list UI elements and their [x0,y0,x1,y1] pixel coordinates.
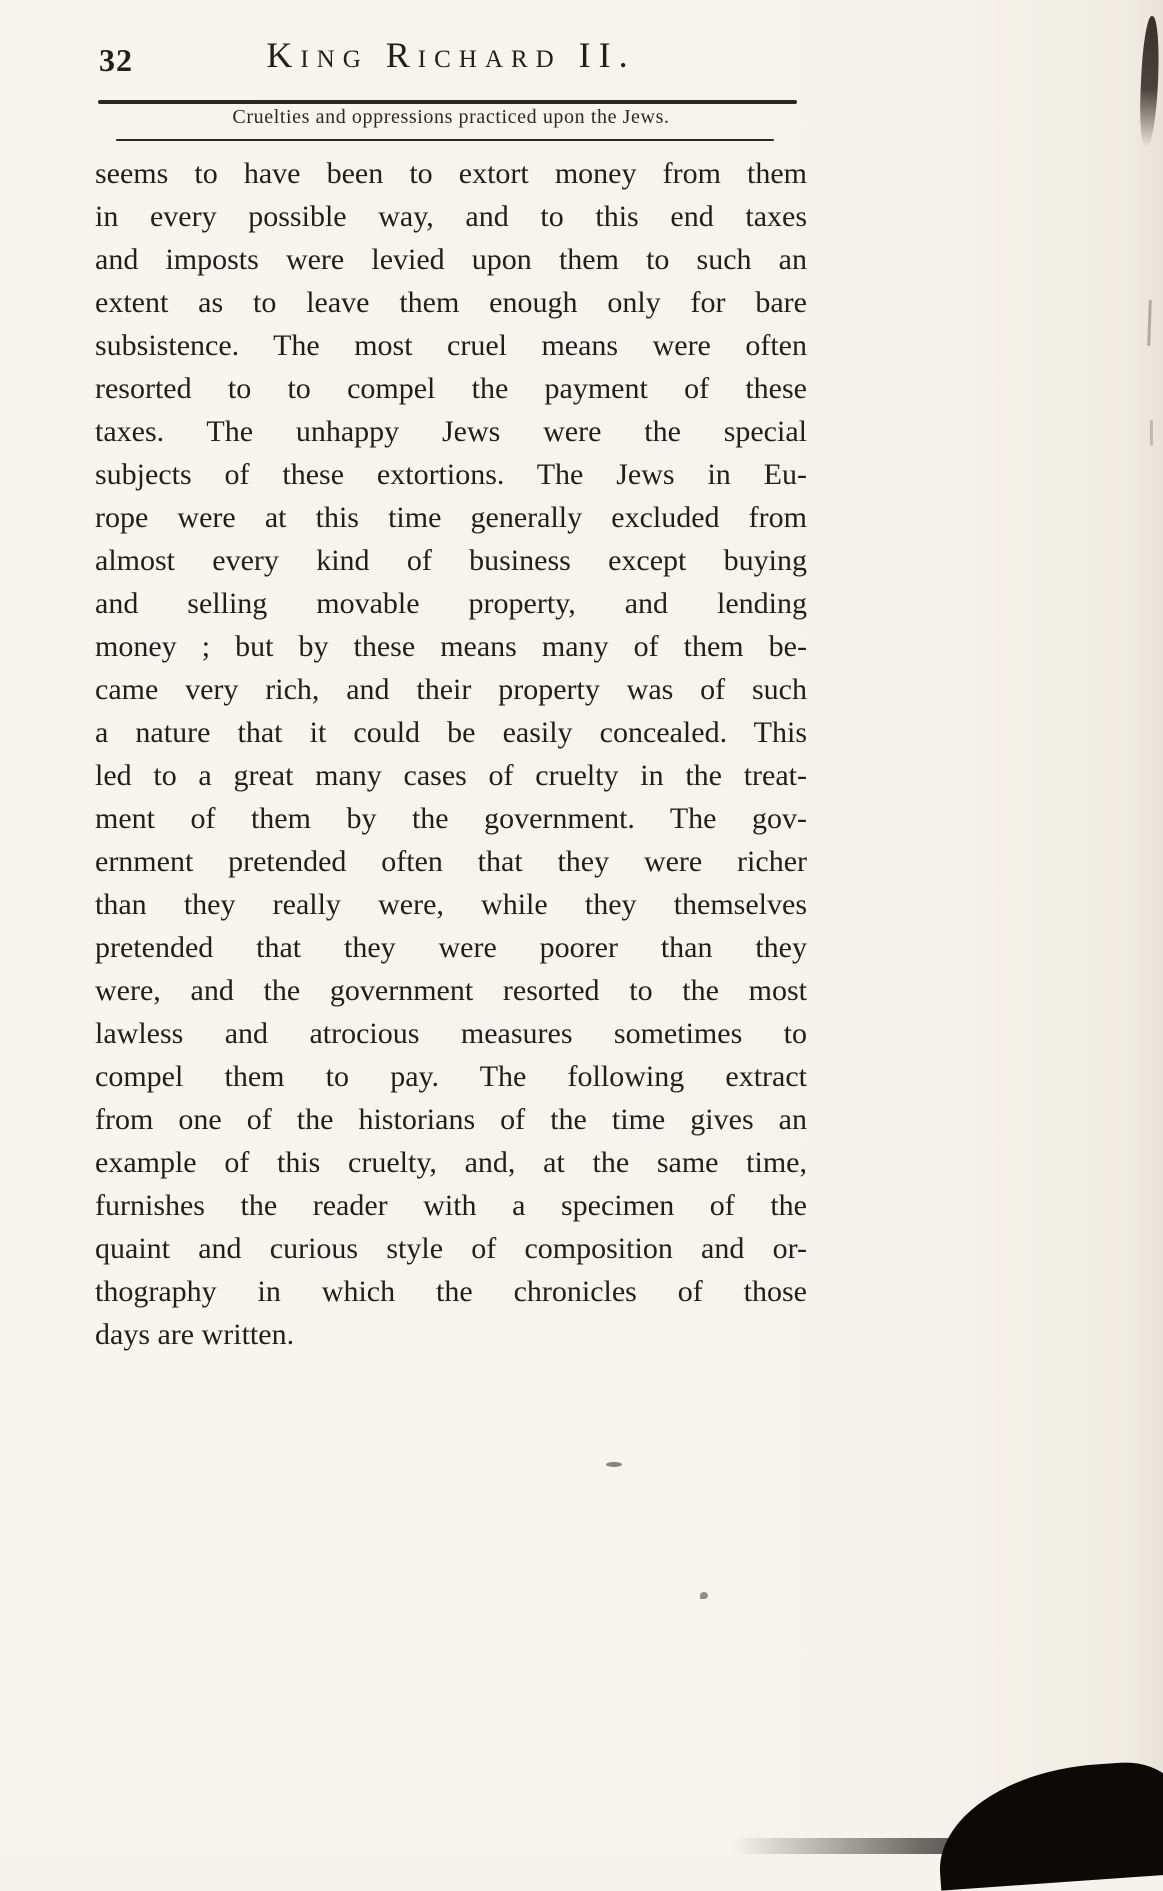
body-text [95,152,807,1356]
body-line: and selling movable property, and lending [95,587,807,620]
body-line: days are written. [95,1318,295,1351]
body-line: rope were at this time generally excluded from [95,501,807,534]
body-line: furnishes the reader with a specimen of the [95,1189,807,1222]
body-line: example of this cruelty, and, at the same time, [95,1146,807,1179]
body-line: than they really were, while they themselves [95,888,807,921]
body-line: extent as to leave them enough only for bare [95,286,807,319]
header-rule-bottom [116,139,774,141]
body-line: in every possible way, and to this end taxes [95,200,807,233]
body-line: ernment pretended often that they were richer [95,845,807,878]
body-line: ment of them by the government. The gov- [95,802,807,835]
page-number: 32 [99,42,133,78]
body-line: compel them to pay. The following extract [95,1060,807,1093]
body-line: quaint and curious style of composition and or- [95,1232,807,1265]
body-line: subsistence. The most cruel means were often [95,329,807,362]
scan-artifact [733,1838,1163,1854]
running-head: Cruelties and oppressions practiced upon the Jews. [232,106,670,128]
body-line: were, and the government resorted to the most [95,974,807,1007]
body-line: lawless and atrocious measures sometimes to [95,1017,807,1050]
body-line: seems to have been to extort money from them [95,157,807,190]
body-line: and imposts were levied upon them to such an [95,243,807,276]
body-line: came very rich, and their property was of such [95,673,807,706]
scan-artifact [700,1592,708,1599]
body-line: led to a great many cases of cruelty in the treat- [95,759,807,792]
scan-artifact [1138,16,1162,149]
body-line: taxes. The unhappy Jews were the special [95,415,807,448]
body-line: thography in which the chronicles of those [95,1275,807,1308]
body-line: money ; but by these means many of them be- [95,630,807,663]
scan-artifact [933,1758,1163,1890]
body-line: a nature that it could be easily concealed. This [95,716,807,749]
body-line: resorted to to compel the payment of these [95,372,807,405]
scan-artifact [606,1462,622,1467]
body-line: almost every kind of business except buying [95,544,807,577]
page-title: King Richard II. [266,35,636,75]
body-line: from one of the historians of the time gives an [95,1103,807,1136]
page-header [95,34,807,92]
scan-artifact [1150,420,1153,446]
scan-artifact [1147,300,1152,346]
body-line: pretended that they were poorer than they [95,931,807,964]
body-line: subjects of these extortions. The Jews in Eu- [95,458,807,491]
header-rule-top [98,100,797,104]
